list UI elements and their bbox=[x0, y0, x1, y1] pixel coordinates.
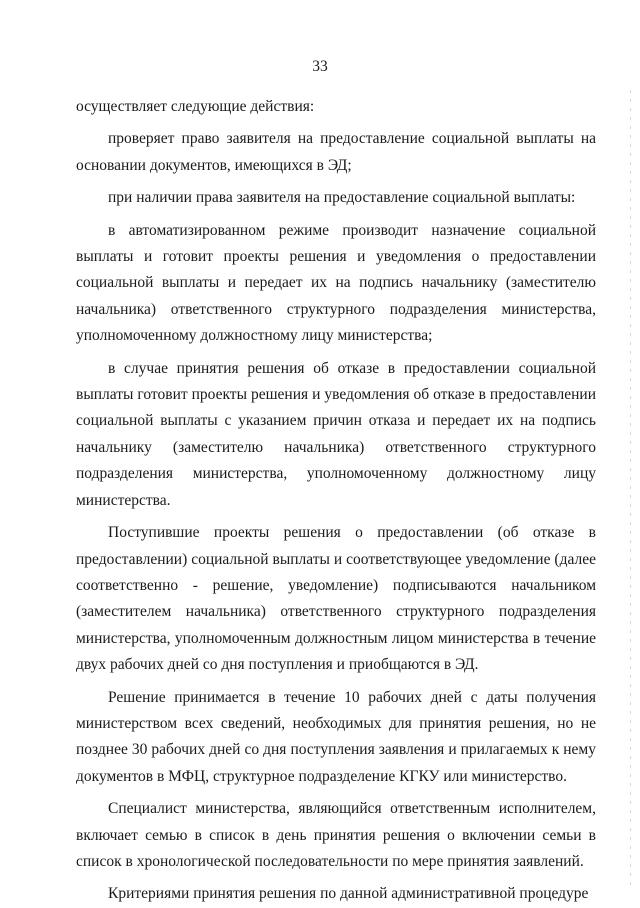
paragraph-decision-term: Решение принимается в течение 10 рабочих дней с даты получения министерством всех сведений, необходимых для принятия решения, но не позднее 30 рабочих дней со дня поступления заявления и прилагаемых к нему документов в МФЦ, структурное подразделение КГКУ или министерство. bbox=[76, 688, 596, 785]
paragraph-if-right: при наличии права заявителя на предоставление социальной выплаты: bbox=[108, 189, 576, 207]
document-body bbox=[76, 94, 596, 908]
paragraph-specialist: Специалист министерства, являющийся ответственным исполнителем, включает семью в список в день принятия решения о включении семьи в список в хронологической последовательности по мере принятия заявлений. bbox=[76, 800, 596, 870]
paragraph-criteria: Критериями принятия решения по данной административной процедуре bbox=[108, 885, 589, 903]
paragraph-signing: Поступившие проекты решения о предоставлении (об отказе в предоставлении) социальной выплаты и соответствующее уведомление (далее соответственно - решение, уведомление) подписываются начальником (заместителем начальника) ответственного структурного подразделения министерства, уполномоченным должностным лицом министерства в течение двух рабочих дней со дня поступления и приобщаются в ЭД. bbox=[76, 524, 596, 674]
paragraph-actions-intro: осуществляет следующие действия: bbox=[76, 98, 315, 115]
paragraph-refusal-case: в случае принятия решения об отказе в предоставлении социальной выплаты готовит проекты решения и уведомления об отказе в предоставлении социальной выплаты с указанием причин отказа и передает их на подпись начальнику (заместителю начальника) ответственного структурного подразделения министерства, уполномоченному должностному лицу министерства. bbox=[76, 359, 596, 509]
scan-edge-artifact bbox=[630, 90, 631, 890]
paragraph-automated-mode: в автоматизированном режиме производит назначение социальной выплаты и готовит проекты решения и уведомления о предоставлении социальной выплаты и передает их на подпись начальнику (заместителю начальника) ответственного структурного подразделения министерства, уполномоченному должностному лицу министерства; bbox=[76, 221, 596, 345]
paragraph-check-right: проверяет право заявителя на предоставление социальной выплаты на основании документов, имеющихся в ЭД; bbox=[76, 130, 596, 174]
page-number: 33 bbox=[312, 58, 328, 75]
